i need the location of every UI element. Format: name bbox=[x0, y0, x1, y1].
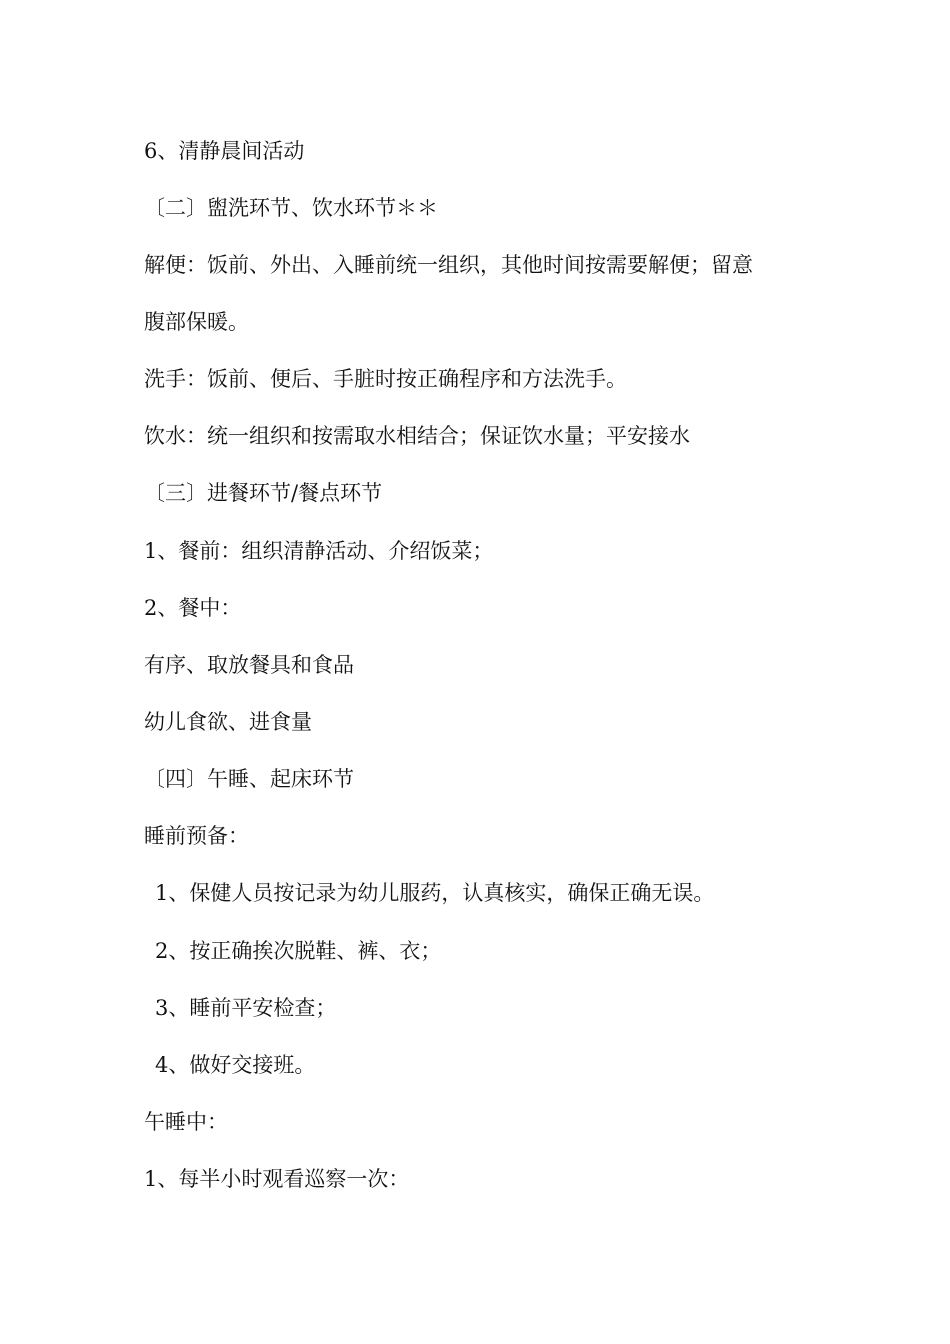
list-item: 2、按正确挨次脱鞋、裤、衣； bbox=[155, 939, 442, 963]
section-heading: 〔四〕午睡、起床环节 bbox=[144, 767, 354, 791]
list-item: 3、睡前平安检查； bbox=[155, 996, 337, 1020]
list-item: 4、做好交接班。 bbox=[155, 1053, 316, 1077]
text-line: 午睡中： bbox=[144, 1110, 228, 1134]
section-heading: 〔三〕进餐环节/餐点环节 bbox=[144, 481, 383, 505]
text-line: 睡前预备： bbox=[144, 824, 249, 848]
list-item: 1、保健人员按记录为幼儿服药，认真核实，确保正确无误。 bbox=[155, 881, 715, 905]
text-line: 腹部保暖。 bbox=[144, 310, 249, 334]
text-line: 6、清静晨间活动 bbox=[144, 139, 305, 163]
section-heading: 〔二〕盥洗环节、饮水环节＊＊ bbox=[144, 196, 438, 220]
text-line: 解便：饭前、外出、入睡前统一组织，其他时间按需要解便；留意 bbox=[144, 253, 753, 277]
text-line: 1、餐前：组织清静活动、介绍饭菜； bbox=[144, 539, 494, 563]
text-line: 洗手：饭前、便后、手脏时按正确程序和方法洗手。 bbox=[144, 367, 627, 391]
text-line: 有序、取放餐具和食品 bbox=[144, 653, 354, 677]
text-line: 2、餐中： bbox=[144, 596, 242, 620]
text-line: 幼儿食欲、进食量 bbox=[144, 710, 312, 734]
text-line: 饮水：统一组织和按需取水相结合；保证饮水量；平安接水 bbox=[144, 424, 690, 448]
text-line: 1、每半小时观看巡察一次： bbox=[144, 1167, 410, 1191]
